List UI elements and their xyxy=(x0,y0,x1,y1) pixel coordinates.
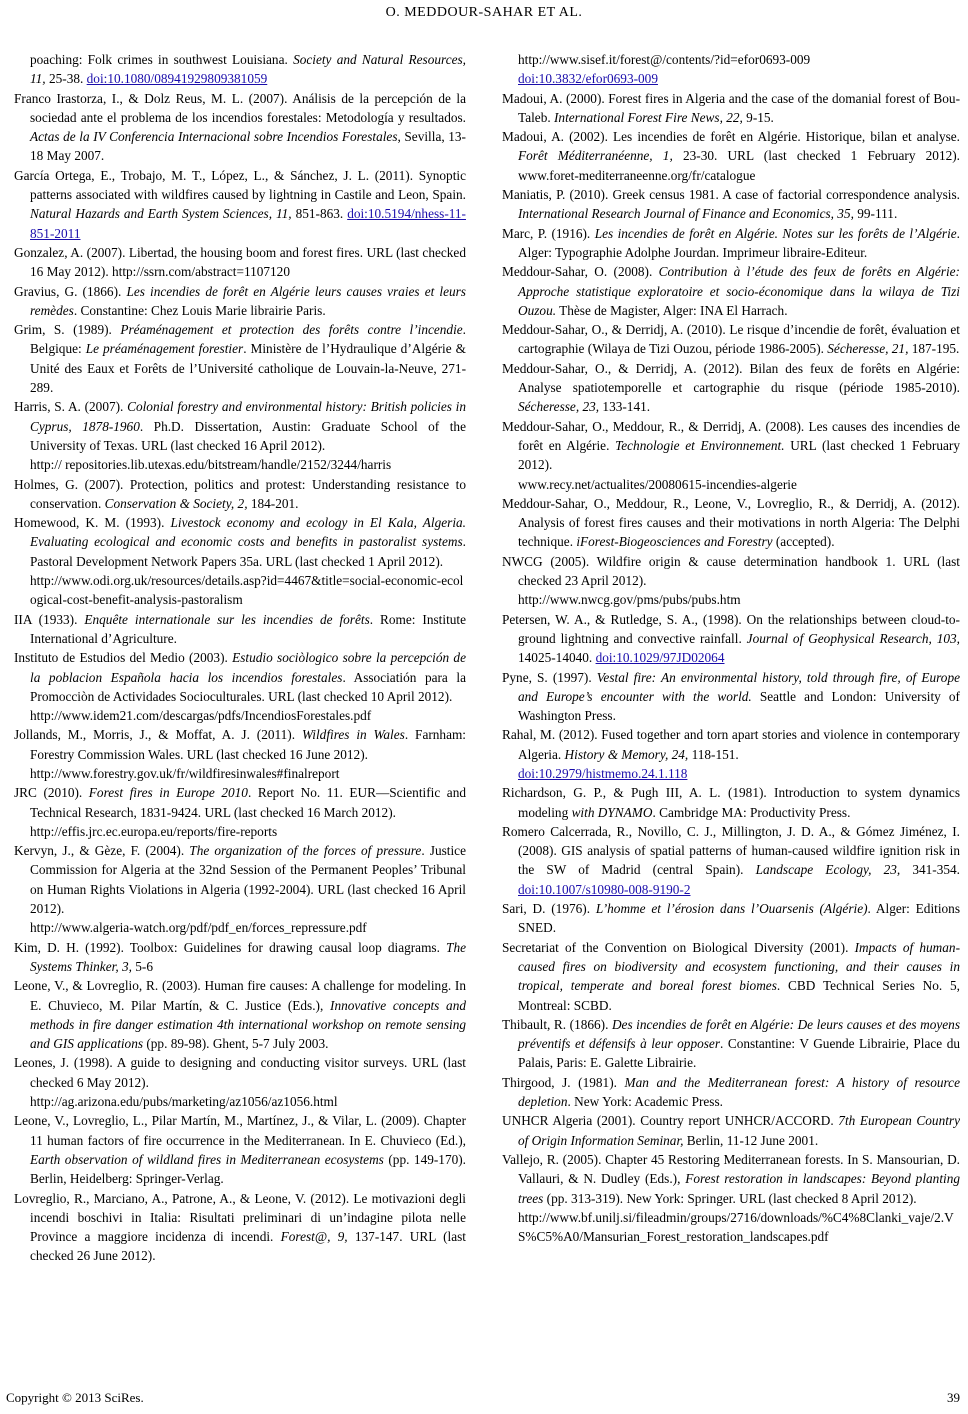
reference-text: Instituto de Estudios del Medio (2003). xyxy=(14,650,233,666)
reference-text: (pp. 313-319). New York: Springer. URL (last checked 8 April 2012). xyxy=(543,1190,917,1206)
reference-text: IIA (1933). xyxy=(14,611,85,627)
reference-text: . Belgique: xyxy=(30,322,466,357)
reference-text: Romero Calcerrada, R., Novillo, C. J., Millington, J. D. A., & Gómez Jiménez, I. (2008). GIS analysis of spatial patterns of human-caused wildfire ignition risk in the SW of Madrid (central Spain). xyxy=(502,823,960,878)
reference-text: . Rome: Institute International d’Agriculture. xyxy=(30,611,467,646)
reference-italic-text: Actas de la IV Conferencia Internacional sobre Incendios Forestales xyxy=(30,129,398,145)
reference-italic-text: Wildfires in Wales xyxy=(301,727,405,743)
reference-italic-text: Forest restoration in landscapes: Beyond planting trees xyxy=(518,1171,961,1206)
reference-text: Meddour-Sahar, O., & Derridj, A. (2010). Le risque d’incendie de forêt, évaluation et cartographie (Wilaya de Tizi Ouzou, période 1986-2005). xyxy=(502,322,960,357)
reference-text: Franco Irastorza, I., & Dolz Reus, M. L. (2007). Análisis de la percepción de la sociedad ante el problema de los incendios forestales: Metodología y resultados. xyxy=(14,90,466,125)
reference-entry xyxy=(14,976,466,1053)
reference-entry xyxy=(502,320,960,359)
reference-italic-text: Natural Hazards and Earth System Sciences, 11, xyxy=(30,206,292,222)
reference-italic-text: History & Memory, 24, xyxy=(564,746,689,762)
reference-entry xyxy=(502,89,960,128)
references-left-column xyxy=(14,50,466,1266)
reference-italic-text: Des incendies de forêt en Algérie: De leurs causes et des moyens préventifs et défensifs à leur opposer xyxy=(518,1016,960,1052)
reference-text: Harris, S. A. (2007). xyxy=(14,399,128,415)
reference-italic-text: Forêt Méditerranéenne, 1, xyxy=(518,148,673,164)
reference-text: Maniatis, P. (2010). Greek census 1981. A case of factorial correspondence analysis. xyxy=(502,187,960,203)
reference-entry xyxy=(14,475,466,514)
reference-text: Holmes, G. (2007). Protection, politics and protest: Understanding resistance to conservation. xyxy=(14,476,466,511)
page-footer xyxy=(0,1390,968,1410)
doi-link[interactable]: doi:10.5194/nhess-11-851-2011 xyxy=(30,206,466,241)
reference-text: Gonzalez, A. (2007). Libertad, the housing boom and forest fires. URL (last checked 16 May 2012). http://ssrn.com/abstract=1107120 xyxy=(14,244,466,280)
reference-text: Richardson, G. P., & Pugh III, A. L. (1981). Introduction to system dynamics modeling xyxy=(502,785,960,820)
reference-italic-text: Les incendies de forêt en Algérie. Notes sur les forêts de l’Algérie xyxy=(594,225,957,241)
reference-entry xyxy=(502,1073,960,1112)
reference-text: (pp. 149-170). Berlin, Heidelberg: Springer-Verlag. xyxy=(30,1151,466,1187)
reference-text: 14025-14040. xyxy=(518,650,596,666)
reference-entry xyxy=(502,1015,960,1073)
copyright-notice: Copyright © 2013 SciRes. xyxy=(6,1390,144,1405)
reference-text: 184-201. xyxy=(247,495,299,511)
reference-italic-text: Society and Natural Resources, 11, xyxy=(30,52,467,87)
reference-text: . Ph.D. Dissertation, Austin: Graduate School of the University of Texas. URL (last checked 16 April 2012). xyxy=(30,418,466,453)
reference-entry xyxy=(502,127,960,185)
reference-italic-text: Journal of Geophysical Research, 103, xyxy=(746,630,960,646)
reference-entry xyxy=(502,822,960,899)
reference-entry xyxy=(14,783,466,822)
reference-entry xyxy=(14,89,466,166)
reference-entry xyxy=(502,668,960,726)
reference-entry xyxy=(502,1111,960,1150)
reference-entry xyxy=(502,417,960,475)
reference-text: . Pastoral Development Network Papers 35a. URL (last checked 1 April 2012). xyxy=(30,534,466,569)
reference-text: Madoui, A. (2002). Les incendies de forêt en Algérie. Historique, bilan et analyse. xyxy=(502,129,960,145)
reference-text: . Farnham: Forestry Commission Wales. URL (last checked 16 June 2012). xyxy=(30,727,467,762)
reference-text: . Cambridge MA: Productivity Press. xyxy=(652,804,851,820)
reference-text: Leones, J. (1998). A guide to designing and conducting visitor surveys. URL (last checked 6 May 2012). xyxy=(14,1055,466,1090)
reference-italic-text: International Research Journal of Finance and Economics, 35, xyxy=(518,206,854,222)
reference-entry xyxy=(14,513,466,571)
reference-doi-line xyxy=(502,764,960,783)
reference-text: Berlin, 11-12 June 2001. xyxy=(683,1132,819,1148)
reference-text: Meddour-Sahar, O., Meddour, R., Leone, V., Lovreglio, R., & Derridj, A. (2012). Analysis of forest fires causes and their motivations in north Algeria: The Delphi technique. xyxy=(502,495,960,550)
reference-italic-text: Sécheresse, 23, xyxy=(518,399,600,415)
reference-italic-text: Préaménagement et protection des forêts contre l’incendie xyxy=(120,322,463,338)
reference-italic-text: Estudio sociòlogico sobre la percepción de la poblacion Española hacia los incendios forestales xyxy=(30,650,466,685)
reference-entry xyxy=(502,494,960,552)
reference-url: http://www.idem21.com/descargas/pdfs/IncendiosForestales.pdf xyxy=(30,708,372,724)
reference-italic-text: Livestock economy and ecology in El Kala, Algeria. Evaluating ecological and economic costs and benefits in pastoralist systems xyxy=(30,515,467,550)
reference-entry xyxy=(14,1189,466,1266)
reference-italic-text: L’homme et l’érosion dans l’Ouarsenis (Algérie) xyxy=(595,901,868,917)
reference-text: . Constantine: Chez Louis Marie librairie Paris. xyxy=(73,302,326,318)
reference-entry xyxy=(14,610,466,649)
reference-text: 133-141. xyxy=(599,399,651,415)
reference-url: http://www.odi.org.uk/resources/details.asp?id=4467&title=social-economic-ecological-cost-benefit-analysis-pastoralism xyxy=(30,573,464,608)
reference-text: Thibault, R. (1866). xyxy=(502,1016,612,1032)
reference-entry xyxy=(14,725,466,764)
reference-entry xyxy=(14,841,466,918)
reference-text: . CBD Technical Series No. 5, Montreal: SCBD. xyxy=(518,978,960,1013)
reference-text: . New York: Academic Press. xyxy=(567,1094,723,1110)
page-number: 39 xyxy=(947,1390,960,1405)
reference-text: . Alger: Editions SNED. xyxy=(518,901,960,936)
reference-text: Homewood, K. M. (1993). xyxy=(14,515,171,531)
reference-entry xyxy=(14,648,466,706)
reference-entry xyxy=(502,552,960,591)
reference-text: Vallejo, R. (2005). Chapter 45 Restoring Mediterranean forests. In S. Mansourian, D. Vallauri, & N. Dudley (Eds.), xyxy=(502,1151,960,1187)
reference-text: 118-151. xyxy=(688,746,739,762)
reference-text: UNHCR Algeria (2001). Country report UNHCR/ACCORD. xyxy=(502,1113,839,1129)
reference-italic-text: Forest@, 9, xyxy=(280,1229,348,1245)
reference-text: Rahal, M. (2012). Fused together and torn apart stories and violence in contemporary Algeria. xyxy=(502,727,960,762)
reference-text: Meddour-Sahar, O., & Derridj, A. (2012). Bilan des feux de forêts en Algérie: Analyse spatiotemporelle et cartographie du risque (période 1985-2010). xyxy=(502,360,960,396)
reference-text: Petersen, W. A., & Rutledge, S. A., (1998). On the relationships between cloud-to-ground lightning and convective rainfall. xyxy=(502,611,960,646)
reference-italic-text: Innovative concepts and methods in fire danger estimation 4th international workshop on remote sensing and GIS applications xyxy=(30,997,467,1052)
reference-italic-text: Enquête internationale sur les incendies de forêts xyxy=(84,611,370,627)
reference-italic-text: iForest-Biogeosciences and Forestry xyxy=(576,534,773,550)
reference-url: www.recy.net/actualites/20080615-incendies-algerie xyxy=(518,476,797,492)
reference-url: http://www.nwcg.gov/pms/pubs/pubs.htm xyxy=(518,592,741,608)
reference-text: Grim, S. (1989). xyxy=(14,322,121,338)
reference-text: URL (last checked 1 February 2012). xyxy=(518,437,960,473)
reference-text: poaching: Folk crimes in southwest Louisiana. xyxy=(30,52,294,67)
references-right-column xyxy=(502,50,960,1246)
reference-italic-text: Technologie et Environnement. xyxy=(615,437,785,453)
doi-link[interactable]: doi:10.1007/s10980-008-9190-2 xyxy=(518,881,691,897)
reference-entry xyxy=(14,50,466,89)
reference-text: . Constantine: V Guende Librairie, Place du Palais, Paris: E. Galette Librairie. xyxy=(518,1036,960,1071)
reference-entry xyxy=(502,1150,960,1208)
doi-link[interactable]: doi:10.3832/efor0693-009 xyxy=(518,71,658,87)
reference-text: Lovreglio, R., Marciano, A., Patrone, A., & Leone, V. (2012). Le motivazioni degli incendi boschivi in Italia: Risultati preliminari di un’indagine pilota nelle Province a maggiore incidenza di incendi. xyxy=(14,1190,466,1245)
reference-text: . Report No. 11. EUR—Scientific and Technical Research, 1831-9424. URL (last checked 16 March 2012). xyxy=(30,785,466,820)
reference-text: . Alger: Typographie Adolphe Jourdan. Imprimeur libraire-Editeur. xyxy=(518,225,960,260)
reference-italic-text: Contribution à l’étude des feux de forêts en Algérie: Approche statistique exploratoire et socio-économique dans la wilaya de Tizi Ouzou. xyxy=(518,264,960,318)
reference-entry xyxy=(502,938,960,1015)
reference-entry xyxy=(502,899,960,938)
reference-entry xyxy=(14,1053,466,1092)
reference-text: 23-30. URL (last checked 1 February 2012). www.foret-mediterraneenne.org/fr/catalogue xyxy=(518,148,961,183)
reference-text: Meddour-Sahar, O., Meddour, R., & Derridj, A. (2008). Les causes des incendies de forêt en Algérie. xyxy=(502,418,960,453)
reference-text: Sari, D. (1976). xyxy=(502,901,596,917)
running-header xyxy=(0,0,968,28)
reference-url: http://www.sisef.it/forest@/contents/?id=efor0693-009 xyxy=(518,52,811,67)
reference-italic-text: Colonial forestry and environmental history: British policies in Cyprus, 1878-1960 xyxy=(30,399,466,434)
running-head-text: O. MEDDOUR-SAHAR ET AL. xyxy=(385,5,583,20)
reference-italic-text: 7th European Country of Origin Information Seminar, xyxy=(518,1113,960,1148)
reference-text: , Sevilla, 13-18 May 2007. xyxy=(30,129,466,164)
reference-text: (pp. 89-98). Ghent, 5-7 July 2003. xyxy=(143,1036,329,1052)
reference-url: http://effis.jrc.ec.europa.eu/reports/fire-reports xyxy=(30,823,278,839)
reference-entry xyxy=(502,224,960,263)
doi-link[interactable]: doi:10.1080/08941929809381059 xyxy=(86,71,268,87)
reference-entry xyxy=(14,1111,466,1188)
reference-text: NWCG (2005). Wildfire origin & cause determination handbook 1. URL (last checked 23 April 2012). xyxy=(502,553,960,589)
reference-text: 25-38. xyxy=(45,71,87,87)
reference-url: http://www.forestry.gov.uk/fr/wildfiresinwales#finalreport xyxy=(30,765,340,781)
reference-italic-text: Sécheresse, 21, xyxy=(827,341,909,357)
reference-text: Leone, V., & Lovreglio, R. (2003). Human fire causes: A challenge for modeling. In E. Chuvieco, M. Pilar Martín, & C. Justice (Eds.), xyxy=(14,978,466,1013)
reference-url: http://www.bf.unilj.si/fileadmin/groups/2716/downloads/%C4%8Clanki_vaje/2.VS%C5%A0/Mansurian_Forest_restoration_landscapes.pdf xyxy=(518,1209,954,1245)
reference-entry xyxy=(502,725,960,764)
doi-link[interactable]: doi:10.2979/histmemo.24.1.118 xyxy=(518,765,688,781)
reference-text: Kervyn, J., & Gèze, F. (2004). xyxy=(14,843,190,859)
reference-url: http:// repositories.lib.utexas.edu/bitstream/handle/2152/3244/harris xyxy=(30,457,392,473)
reference-text: Thirgood, J. (1981). xyxy=(502,1074,625,1090)
reference-italic-text: Impacts of human-caused fires on biodiversity and ecosystem functioning, and their causes in tropical, temperate and boreal forest biomes xyxy=(518,939,960,994)
reference-text: Kim, D. H. (1992). Toolbox: Guidelines for drawing causal loop diagrams. xyxy=(14,939,447,955)
reference-italic-text: Earth observation of wildland fires in Mediterranean ecosystems xyxy=(30,1151,384,1167)
reference-text: . Ministère de l’Hydraulique d’Algérie & Unité des Eaux et Forêts de l’Université catholique de Louvain-la-Neuve, 271-289. xyxy=(30,341,466,396)
reference-entry xyxy=(14,397,466,455)
reference-text: Secretariat of the Convention on Biological Diversity (2001). xyxy=(502,939,855,955)
reference-text: Meddour-Sahar, O. (2008). xyxy=(502,264,659,280)
reference-text: 187-195. xyxy=(908,341,960,357)
reference-text: 9-15. xyxy=(742,109,774,125)
reference-italic-text: Conservation & Society, 2, xyxy=(104,495,248,511)
reference-entry xyxy=(14,938,466,977)
reference-entry xyxy=(502,185,960,224)
reference-italic-text: Le préaménagement forestier xyxy=(85,341,244,357)
reference-entry xyxy=(14,320,466,397)
reference-text: Pyne, S. (1997). xyxy=(502,669,597,685)
reference-text: (accepted). xyxy=(772,534,835,550)
reference-entry xyxy=(14,282,466,321)
reference-entry xyxy=(502,610,960,668)
reference-text: Thèse de Magister, Alger: INA El Harrach. xyxy=(556,302,788,318)
reference-text: 99-111. xyxy=(853,206,898,222)
reference-italic-text: Les incendies de forêt en Algérie leurs causes vraies et leurs remèdes xyxy=(30,283,466,318)
reference-italic-text: The Systems Thinker, 3, xyxy=(30,939,466,974)
reference-text: 341-354. xyxy=(900,862,961,878)
reference-text: García Ortega, E., Trobajo, M. T., López, L., & Sánchez, J. L. (2011). Synoptic patterns associated with wildfires caused by lightning in Castile and Leon, Spain. xyxy=(14,167,466,203)
reference-text: Madoui, A. (2000). Forest fires in Algeria and the case of the domanial forest of Bou-Taleb. xyxy=(502,90,960,125)
reference-italic-text: Forest fires in Europe 2010 xyxy=(88,785,248,801)
reference-url: http://ag.arizona.edu/pubs/marketing/az1056/az1056.html xyxy=(30,1094,338,1110)
reference-italic-text: Vestal fire: An environmental history, told through fire, of Europe and Europe’s encounter with the world. xyxy=(518,669,960,704)
reference-italic-text: Man and the Mediterranean forest: A history of resource depletion xyxy=(518,1074,960,1110)
reference-text: 5-6 xyxy=(131,958,153,974)
reference-entry xyxy=(14,243,466,282)
reference-italic-text: with DYNAMO xyxy=(571,804,653,820)
reference-text: Marc, P. (1916). xyxy=(502,225,595,241)
reference-entry xyxy=(14,166,466,243)
reference-text: . Justice Commission for Algeria at the 32nd Session of the Permanent Peoples’ Tribunal on Human Rights Violations in Algeria (1992-2004). URL (last checked 16 April 2012). xyxy=(30,843,466,917)
reference-text: JRC (2010). xyxy=(14,785,89,801)
reference-text: Gravius, G. (1866). xyxy=(14,283,127,299)
reference-italic-text: Landscape Ecology, 23, xyxy=(755,862,901,878)
doi-link[interactable]: doi:10.1029/97JD02064 xyxy=(595,650,725,666)
reference-text: . Associatión para la Promocciòn de Actividades Socioculturales. URL (last checked 10 April 2012). xyxy=(30,669,467,704)
reference-url: http://www.algeria-watch.org/pdf/pdf_en/forces_repressure.pdf xyxy=(30,920,367,936)
reference-entry xyxy=(502,359,960,417)
reference-entry xyxy=(502,783,960,822)
reference-text: 137-147. URL (last checked 26 June 2012). xyxy=(30,1229,467,1264)
reference-italic-text: International Forest Fire News, 22, xyxy=(554,109,743,125)
reference-text: Leone, V., Lovreglio, L., Pilar Martín, M., Martínez, J., & Vilar, L. (2009). Chapter 11 human factors of fire occurrence in the Mediterranean. In E. Chuvieco (Ed.), xyxy=(14,1113,466,1148)
reference-entry xyxy=(502,262,960,320)
reference-text: Seattle and London: University of Washington Press. xyxy=(518,688,960,724)
reference-text: Jollands, M., Morris, J., & Moffat, A. J. (2011). xyxy=(14,727,302,743)
reference-doi-line xyxy=(502,69,960,88)
reference-italic-text: The organization of the forces of pressure xyxy=(189,843,422,859)
reference-text: 851-863. xyxy=(291,206,348,222)
